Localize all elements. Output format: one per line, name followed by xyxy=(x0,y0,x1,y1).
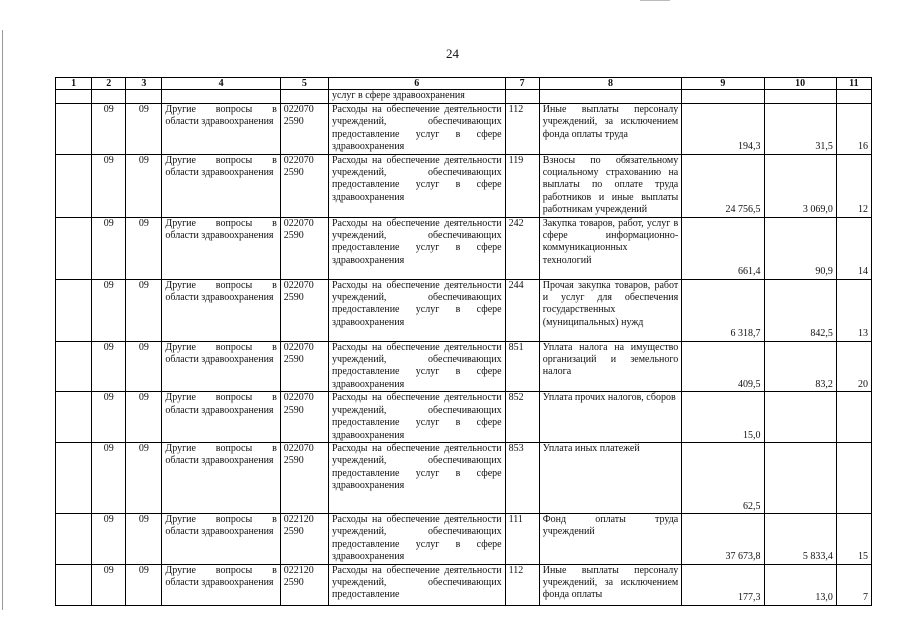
amount-plan-cell xyxy=(682,90,764,104)
target-article-cell: 022070 2590 xyxy=(280,104,328,155)
section-cell xyxy=(92,90,126,104)
amount-plan-cell: 62,5 xyxy=(682,442,764,513)
column-header: 8 xyxy=(539,78,682,90)
table-row xyxy=(56,341,872,392)
target-article-cell: 022070 2590 xyxy=(280,341,328,392)
percent-cell: 20 xyxy=(836,341,871,392)
target-article-cell: 022120 2590 xyxy=(280,513,328,564)
row-index-cell xyxy=(56,392,92,443)
percent-cell: 13 xyxy=(836,279,871,341)
scan-top-mark xyxy=(640,0,670,1)
row-index-cell xyxy=(56,279,92,341)
amount-plan-cell: 6 318,7 xyxy=(682,279,764,341)
table-row xyxy=(56,90,872,104)
subsection-cell: 09 xyxy=(126,279,162,341)
row-index-cell xyxy=(56,442,92,513)
amount-actual-cell: 3 069,0 xyxy=(764,154,836,217)
expense-type-name-cell: Взносы по обязательному социальному страхованию на выплаты по оплате труда работников и иные выплаты работникам учреждений xyxy=(539,154,682,217)
amount-plan-cell: 661,4 xyxy=(682,217,764,279)
section-cell: 09 xyxy=(92,564,126,605)
target-article-cell: 022070 2590 xyxy=(280,154,328,217)
section-cell: 09 xyxy=(92,104,126,155)
amount-actual-cell: 5 833,4 xyxy=(764,513,836,564)
table-row xyxy=(56,279,872,341)
expense-type-name-cell: Фонд оплаты труда учреждений xyxy=(539,513,682,564)
section-name-cell: Другие вопросы в области здравоохранения xyxy=(162,341,280,392)
section-name-cell: Другие вопросы в области здравоохранения xyxy=(162,392,280,443)
column-header: 7 xyxy=(505,78,539,90)
section-cell: 09 xyxy=(92,513,126,564)
amount-actual-cell xyxy=(764,392,836,443)
table-row xyxy=(56,392,872,443)
amount-plan-cell: 177,3 xyxy=(682,564,764,605)
percent-cell: 16 xyxy=(836,104,871,155)
subsection-cell: 09 xyxy=(126,513,162,564)
section-cell: 09 xyxy=(92,154,126,217)
subsection-cell: 09 xyxy=(126,392,162,443)
expense-type-name-cell: Уплата иных платежей xyxy=(539,442,682,513)
subsection-cell: 09 xyxy=(126,217,162,279)
amount-actual-cell: 90,9 xyxy=(764,217,836,279)
expense-type-name-cell: Прочая закупка товаров, работ и услуг для обеспечения государственных (муниципальных) нужд xyxy=(539,279,682,341)
subsection-cell: 09 xyxy=(126,442,162,513)
row-index-cell xyxy=(56,90,92,104)
column-header: 6 xyxy=(328,78,505,90)
section-cell: 09 xyxy=(92,442,126,513)
amount-plan-cell: 37 673,8 xyxy=(682,513,764,564)
table-row xyxy=(56,442,872,513)
expense-type-cell: 851 xyxy=(505,341,539,392)
column-header: 11 xyxy=(836,78,871,90)
table-row xyxy=(56,564,872,605)
column-header: 5 xyxy=(280,78,328,90)
expense-type-cell: 111 xyxy=(505,513,539,564)
expense-type-name-cell: Иные выплаты персоналу учреждений, за исключением фонда оплаты xyxy=(539,564,682,605)
subsection-cell: 09 xyxy=(126,564,162,605)
expense-type-cell: 242 xyxy=(505,217,539,279)
target-article-cell: 022070 2590 xyxy=(280,442,328,513)
amount-actual-cell: 13,0 xyxy=(764,564,836,605)
percent-cell xyxy=(836,392,871,443)
column-number-row xyxy=(56,78,872,90)
subsection-cell: 09 xyxy=(126,104,162,155)
amount-actual-cell xyxy=(764,90,836,104)
expense-type-cell xyxy=(505,90,539,104)
section-name-cell: Другие вопросы в области здравоохранения xyxy=(162,442,280,513)
table-row xyxy=(56,513,872,564)
target-article-name-cell: Расходы на обеспечение деятельности учреждений, обеспечивающих предоставление услуг в сфере здравоохранения xyxy=(328,392,505,443)
section-cell: 09 xyxy=(92,341,126,392)
subsection-cell xyxy=(126,90,162,104)
section-cell: 09 xyxy=(92,392,126,443)
target-article-name-cell: Расходы на обеспечение деятельности учреждений, обеспечивающих предоставление услуг в сфере здравоохранения xyxy=(328,341,505,392)
target-article-cell: 022070 2590 xyxy=(280,392,328,443)
section-name-cell: Другие вопросы в области здравоохранения xyxy=(162,154,280,217)
column-header: 2 xyxy=(92,78,126,90)
expense-type-cell: 112 xyxy=(505,104,539,155)
amount-plan-cell: 15,0 xyxy=(682,392,764,443)
row-index-cell xyxy=(56,564,92,605)
target-article-name-cell: Расходы на обеспечение деятельности учреждений, обеспечивающих предоставление услуг в сфере здравоохранения xyxy=(328,154,505,217)
expense-type-name-cell: Уплата прочих налогов, сборов xyxy=(539,392,682,443)
row-index-cell xyxy=(56,217,92,279)
table-row xyxy=(56,154,872,217)
percent-cell: 7 xyxy=(836,564,871,605)
target-article-cell: 022070 2590 xyxy=(280,279,328,341)
target-article-cell xyxy=(280,90,328,104)
amount-actual-cell: 83,2 xyxy=(764,341,836,392)
amount-actual-cell xyxy=(764,442,836,513)
section-name-cell xyxy=(162,90,280,104)
amount-actual-cell: 842,5 xyxy=(764,279,836,341)
amount-plan-cell: 194,3 xyxy=(682,104,764,155)
target-article-cell: 022120 2590 xyxy=(280,564,328,605)
scan-edge-mark xyxy=(2,30,3,610)
expense-type-name-cell: Уплата налога на имущество организаций и земельного налога xyxy=(539,341,682,392)
column-header: 4 xyxy=(162,78,280,90)
amount-plan-cell: 409,5 xyxy=(682,341,764,392)
expense-type-cell: 119 xyxy=(505,154,539,217)
section-name-cell: Другие вопросы в области здравоохранения xyxy=(162,513,280,564)
percent-cell xyxy=(836,442,871,513)
target-article-cell: 022070 2590 xyxy=(280,217,328,279)
target-article-name-cell: Расходы на обеспечение деятельности учреждений, обеспечивающих предоставление xyxy=(328,564,505,605)
amount-actual-cell: 31,5 xyxy=(764,104,836,155)
expense-type-name-cell xyxy=(539,90,682,104)
expense-type-name-cell: Иные выплаты персоналу учреждений, за исключением фонда оплаты труда xyxy=(539,104,682,155)
expense-type-cell: 112 xyxy=(505,564,539,605)
column-header: 10 xyxy=(764,78,836,90)
expense-type-name-cell: Закупка товаров, работ, услуг в сфере информационно-коммуникационных технологий xyxy=(539,217,682,279)
amount-plan-cell: 24 756,5 xyxy=(682,154,764,217)
target-article-name-cell: Расходы на обеспечение деятельности учреждений, обеспечивающих предоставление услуг в сфере здравоохранения xyxy=(328,442,505,513)
table-row xyxy=(56,217,872,279)
budget-table xyxy=(55,77,872,606)
column-header: 9 xyxy=(682,78,764,90)
target-article-name-cell: услуг в сфере здравоохранения xyxy=(328,90,505,104)
target-article-name-cell: Расходы на обеспечение деятельности учреждений, обеспечивающих предоставление услуг в сфере здравоохранения xyxy=(328,104,505,155)
target-article-name-cell: Расходы на обеспечение деятельности учреждений, обеспечивающих предоставление услуг в сфере здравоохранения xyxy=(328,217,505,279)
section-name-cell: Другие вопросы в области здравоохранения xyxy=(162,279,280,341)
section-cell: 09 xyxy=(92,279,126,341)
row-index-cell xyxy=(56,513,92,564)
percent-cell: 12 xyxy=(836,154,871,217)
target-article-name-cell: Расходы на обеспечение деятельности учреждений, обеспечивающих предоставление услуг в сфере здравоохранения xyxy=(328,513,505,564)
section-name-cell: Другие вопросы в области здравоохранения xyxy=(162,564,280,605)
section-cell: 09 xyxy=(92,217,126,279)
expense-type-cell: 852 xyxy=(505,392,539,443)
expense-type-cell: 853 xyxy=(505,442,539,513)
subsection-cell: 09 xyxy=(126,341,162,392)
section-name-cell: Другие вопросы в области здравоохранения xyxy=(162,104,280,155)
section-name-cell: Другие вопросы в области здравоохранения xyxy=(162,217,280,279)
percent-cell xyxy=(836,90,871,104)
column-header: 3 xyxy=(126,78,162,90)
row-index-cell xyxy=(56,341,92,392)
page-number: 24 xyxy=(446,46,459,61)
expense-type-cell: 244 xyxy=(505,279,539,341)
row-index-cell xyxy=(56,154,92,217)
row-index-cell xyxy=(56,104,92,155)
target-article-name-cell: Расходы на обеспечение деятельности учреждений, обеспечивающих предоставление услуг в сфере здравоохранения xyxy=(328,279,505,341)
percent-cell: 15 xyxy=(836,513,871,564)
column-header: 1 xyxy=(56,78,92,90)
table-row xyxy=(56,104,872,155)
percent-cell: 14 xyxy=(836,217,871,279)
subsection-cell: 09 xyxy=(126,154,162,217)
